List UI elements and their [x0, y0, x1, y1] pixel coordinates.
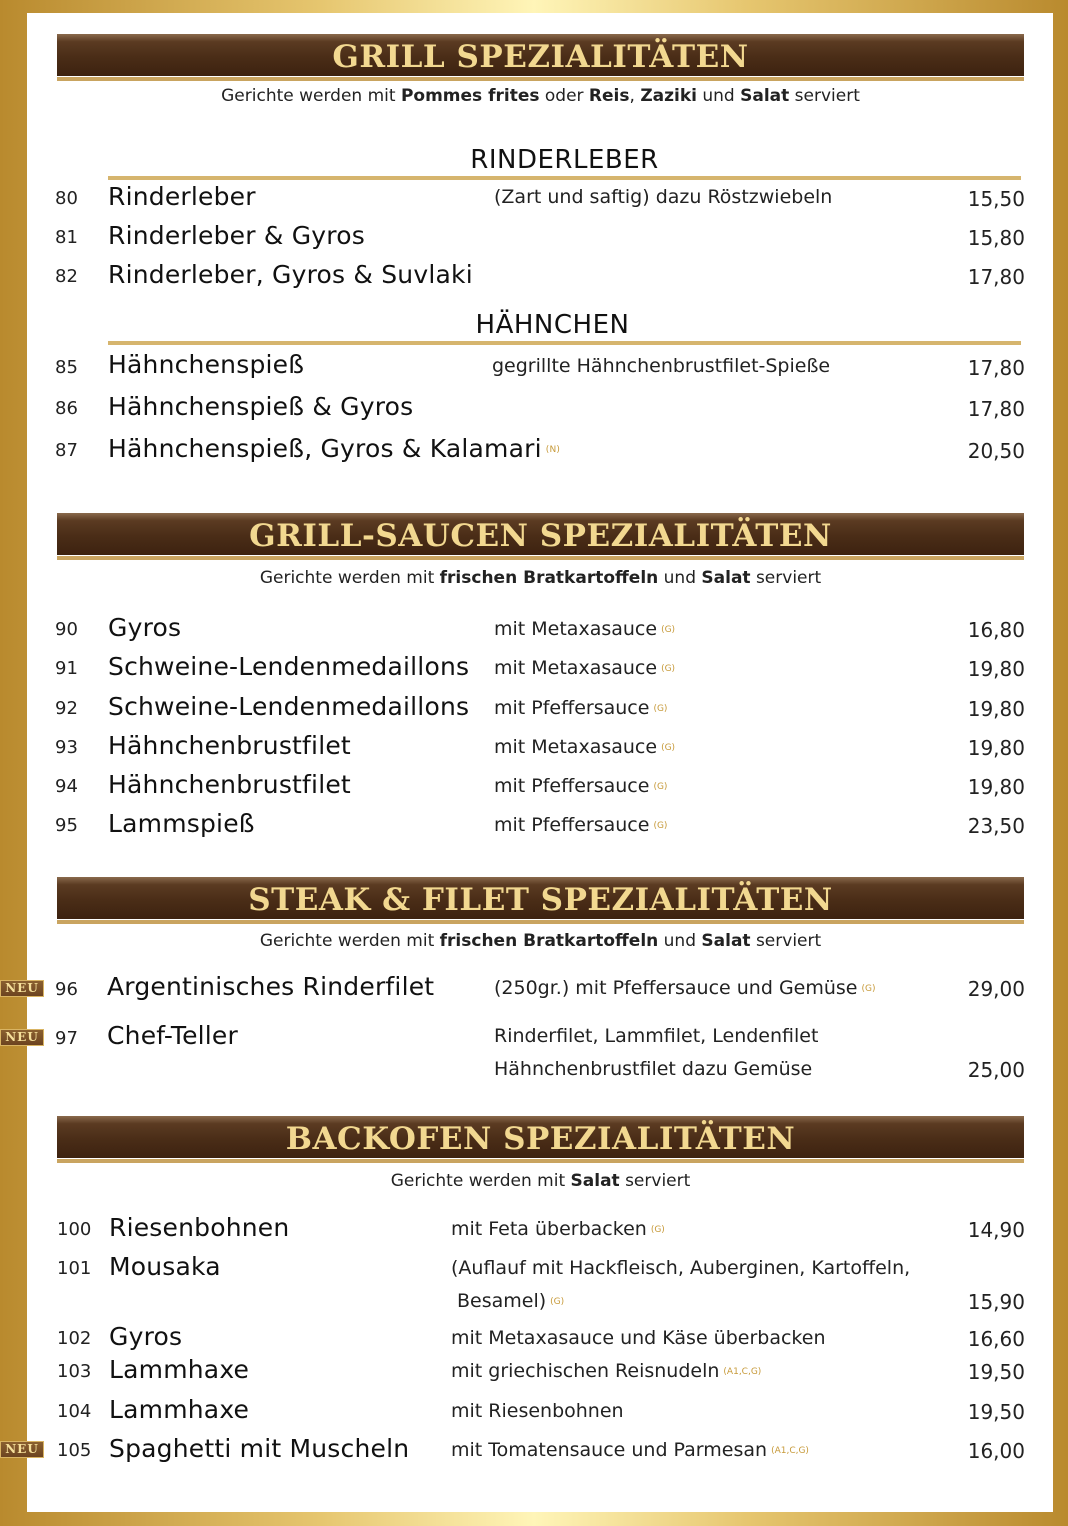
item-price: 19,80	[967, 657, 1025, 681]
section-tagline: Gerichte werden mit Pommes frites oder Reis, Zaziki und Salat serviert	[221, 86, 860, 106]
item-name: Hähnchenspieß	[108, 350, 305, 379]
section-banner-steak: STEAK & FILET SPEZIALITÄTEN	[57, 877, 1024, 919]
item-description: mit Metaxasauce (G)	[494, 618, 676, 640]
item-name: Spaghetti mit Muscheln	[109, 1434, 410, 1463]
section-banner-saucen: GRILL-SAUCEN SPEZIALITÄTEN	[57, 513, 1024, 555]
new-badge: NEU	[0, 980, 44, 997]
item-description: gegrillte Hähnchenbrustfilet-Spieße	[492, 355, 831, 377]
item-name: Lammhaxe	[109, 1395, 250, 1424]
item-price: 16,80	[967, 618, 1025, 642]
item-name: Argentinisches Rinderfilet	[107, 972, 435, 1001]
item-number: 95	[55, 815, 78, 836]
item-number: 82	[55, 266, 78, 287]
item-number: 103	[57, 1361, 92, 1382]
item-name: Gyros	[108, 613, 182, 642]
item-price: 15,90	[967, 1290, 1025, 1314]
item-number: 87	[55, 440, 78, 461]
item-number: 91	[55, 658, 78, 679]
subheading-rule	[108, 176, 1021, 180]
item-number: 81	[55, 227, 78, 248]
item-number: 104	[57, 1401, 92, 1422]
section-rule	[57, 556, 1024, 560]
item-number: 96	[55, 979, 78, 1000]
item-description: mit Pfeffersauce (G)	[494, 775, 668, 797]
item-price: 20,50	[967, 439, 1025, 463]
item-name: Hähnchenbrustfilet	[108, 770, 351, 799]
item-price: 15,50	[967, 187, 1025, 211]
item-price: 16,60	[967, 1327, 1025, 1351]
item-number: 102	[57, 1328, 92, 1349]
item-description: mit Metaxasauce (G)	[494, 657, 676, 679]
item-name: Hähnchenspieß, Gyros & Kalamari (N)	[108, 434, 561, 463]
item-description: (Auflauf mit Hackfleisch, Auberginen, Kartoffeln,	[451, 1257, 911, 1279]
item-description: Rinderfilet, Lammfilet, Lendenfilet	[494, 1025, 819, 1047]
item-name: Gyros	[109, 1322, 183, 1351]
item-name: Mousaka	[109, 1252, 221, 1281]
item-price: 25,00	[967, 1058, 1025, 1082]
item-price: 19,80	[967, 775, 1025, 799]
item-description: Hähnchenbrustfilet dazu Gemüse	[494, 1058, 813, 1080]
item-description: mit Metaxasauce (G)	[494, 736, 676, 758]
item-name: Hähnchenbrustfilet	[108, 731, 351, 760]
item-description: mit Feta überbacken (G)	[451, 1218, 665, 1240]
section-tagline: Gerichte werden mit Salat serviert	[390, 1171, 691, 1191]
item-price: 14,90	[967, 1218, 1025, 1242]
item-price: 19,50	[967, 1400, 1025, 1424]
new-badge: NEU	[0, 1441, 44, 1458]
item-number: 85	[55, 357, 78, 378]
item-price: 17,80	[967, 397, 1025, 421]
item-number: 97	[55, 1028, 78, 1049]
new-badge: NEU	[0, 1029, 44, 1046]
item-price: 15,80	[967, 226, 1025, 250]
item-name: Rinderleber	[108, 182, 256, 211]
item-number: 105	[57, 1440, 92, 1461]
item-name: Schweine-Lendenmedaillons	[108, 692, 470, 721]
section-banner-grill: GRILL SPEZIALITÄTEN	[57, 34, 1024, 76]
item-price: 17,80	[967, 265, 1025, 289]
item-number: 86	[55, 398, 78, 419]
item-description: Besamel) (G)	[457, 1290, 565, 1312]
item-number: 93	[55, 737, 78, 758]
item-price: 23,50	[967, 814, 1025, 838]
item-number: 100	[57, 1219, 92, 1240]
section-rule	[57, 920, 1024, 924]
section-rule	[57, 1159, 1024, 1163]
item-number: 94	[55, 776, 78, 797]
item-price: 19,80	[967, 736, 1025, 760]
item-description: mit Pfeffersauce (G)	[494, 697, 668, 719]
item-description: mit Tomatensauce und Parmesan (A1,C,G)	[451, 1439, 809, 1461]
section-banner-backofen: BACKOFEN SPEZIALITÄTEN	[57, 1116, 1024, 1158]
subheading-rinderleber: RINDERLEBER	[470, 145, 659, 175]
section-rule	[57, 77, 1024, 81]
item-name: Schweine-Lendenmedaillons	[108, 652, 470, 681]
item-name: Hähnchenspieß & Gyros	[108, 392, 414, 421]
section-tagline: Gerichte werden mit frischen Bratkartoffeln und Salat serviert	[259, 931, 822, 951]
allergen-code: (N)	[545, 445, 561, 455]
item-name: Lammspieß	[108, 809, 255, 838]
item-description: mit Metaxasauce und Käse überbacken	[451, 1327, 826, 1349]
item-price: 19,80	[967, 697, 1025, 721]
item-name: Riesenbohnen	[109, 1213, 290, 1242]
item-description: mit griechischen Reisnudeln (A1,C,G)	[451, 1360, 762, 1382]
item-description: mit Pfeffersauce (G)	[494, 814, 668, 836]
item-name: Rinderleber & Gyros	[108, 221, 365, 250]
item-description: (Zart und saftig) dazu Röstzwiebeln	[494, 186, 833, 208]
item-price: 17,80	[967, 356, 1025, 380]
item-description: mit Riesenbohnen	[451, 1400, 624, 1422]
item-number: 101	[57, 1258, 92, 1279]
item-price: 29,00	[967, 977, 1025, 1001]
item-name: Chef-Teller	[107, 1021, 238, 1050]
section-tagline: Gerichte werden mit frischen Bratkartoffeln und Salat serviert	[259, 568, 822, 588]
item-price: 19,50	[967, 1360, 1025, 1384]
item-description: (250gr.) mit Pfeffersauce und Gemüse (G)	[494, 977, 876, 999]
subheading-rule	[108, 341, 1021, 345]
item-name: Rinderleber, Gyros & Suvlaki	[108, 260, 473, 289]
item-price: 16,00	[967, 1439, 1025, 1463]
item-name: Lammhaxe	[109, 1355, 250, 1384]
item-number: 80	[55, 188, 78, 209]
subheading-haehnchen: HÄHNCHEN	[475, 310, 630, 340]
item-number: 92	[55, 698, 78, 719]
item-number: 90	[55, 619, 78, 640]
